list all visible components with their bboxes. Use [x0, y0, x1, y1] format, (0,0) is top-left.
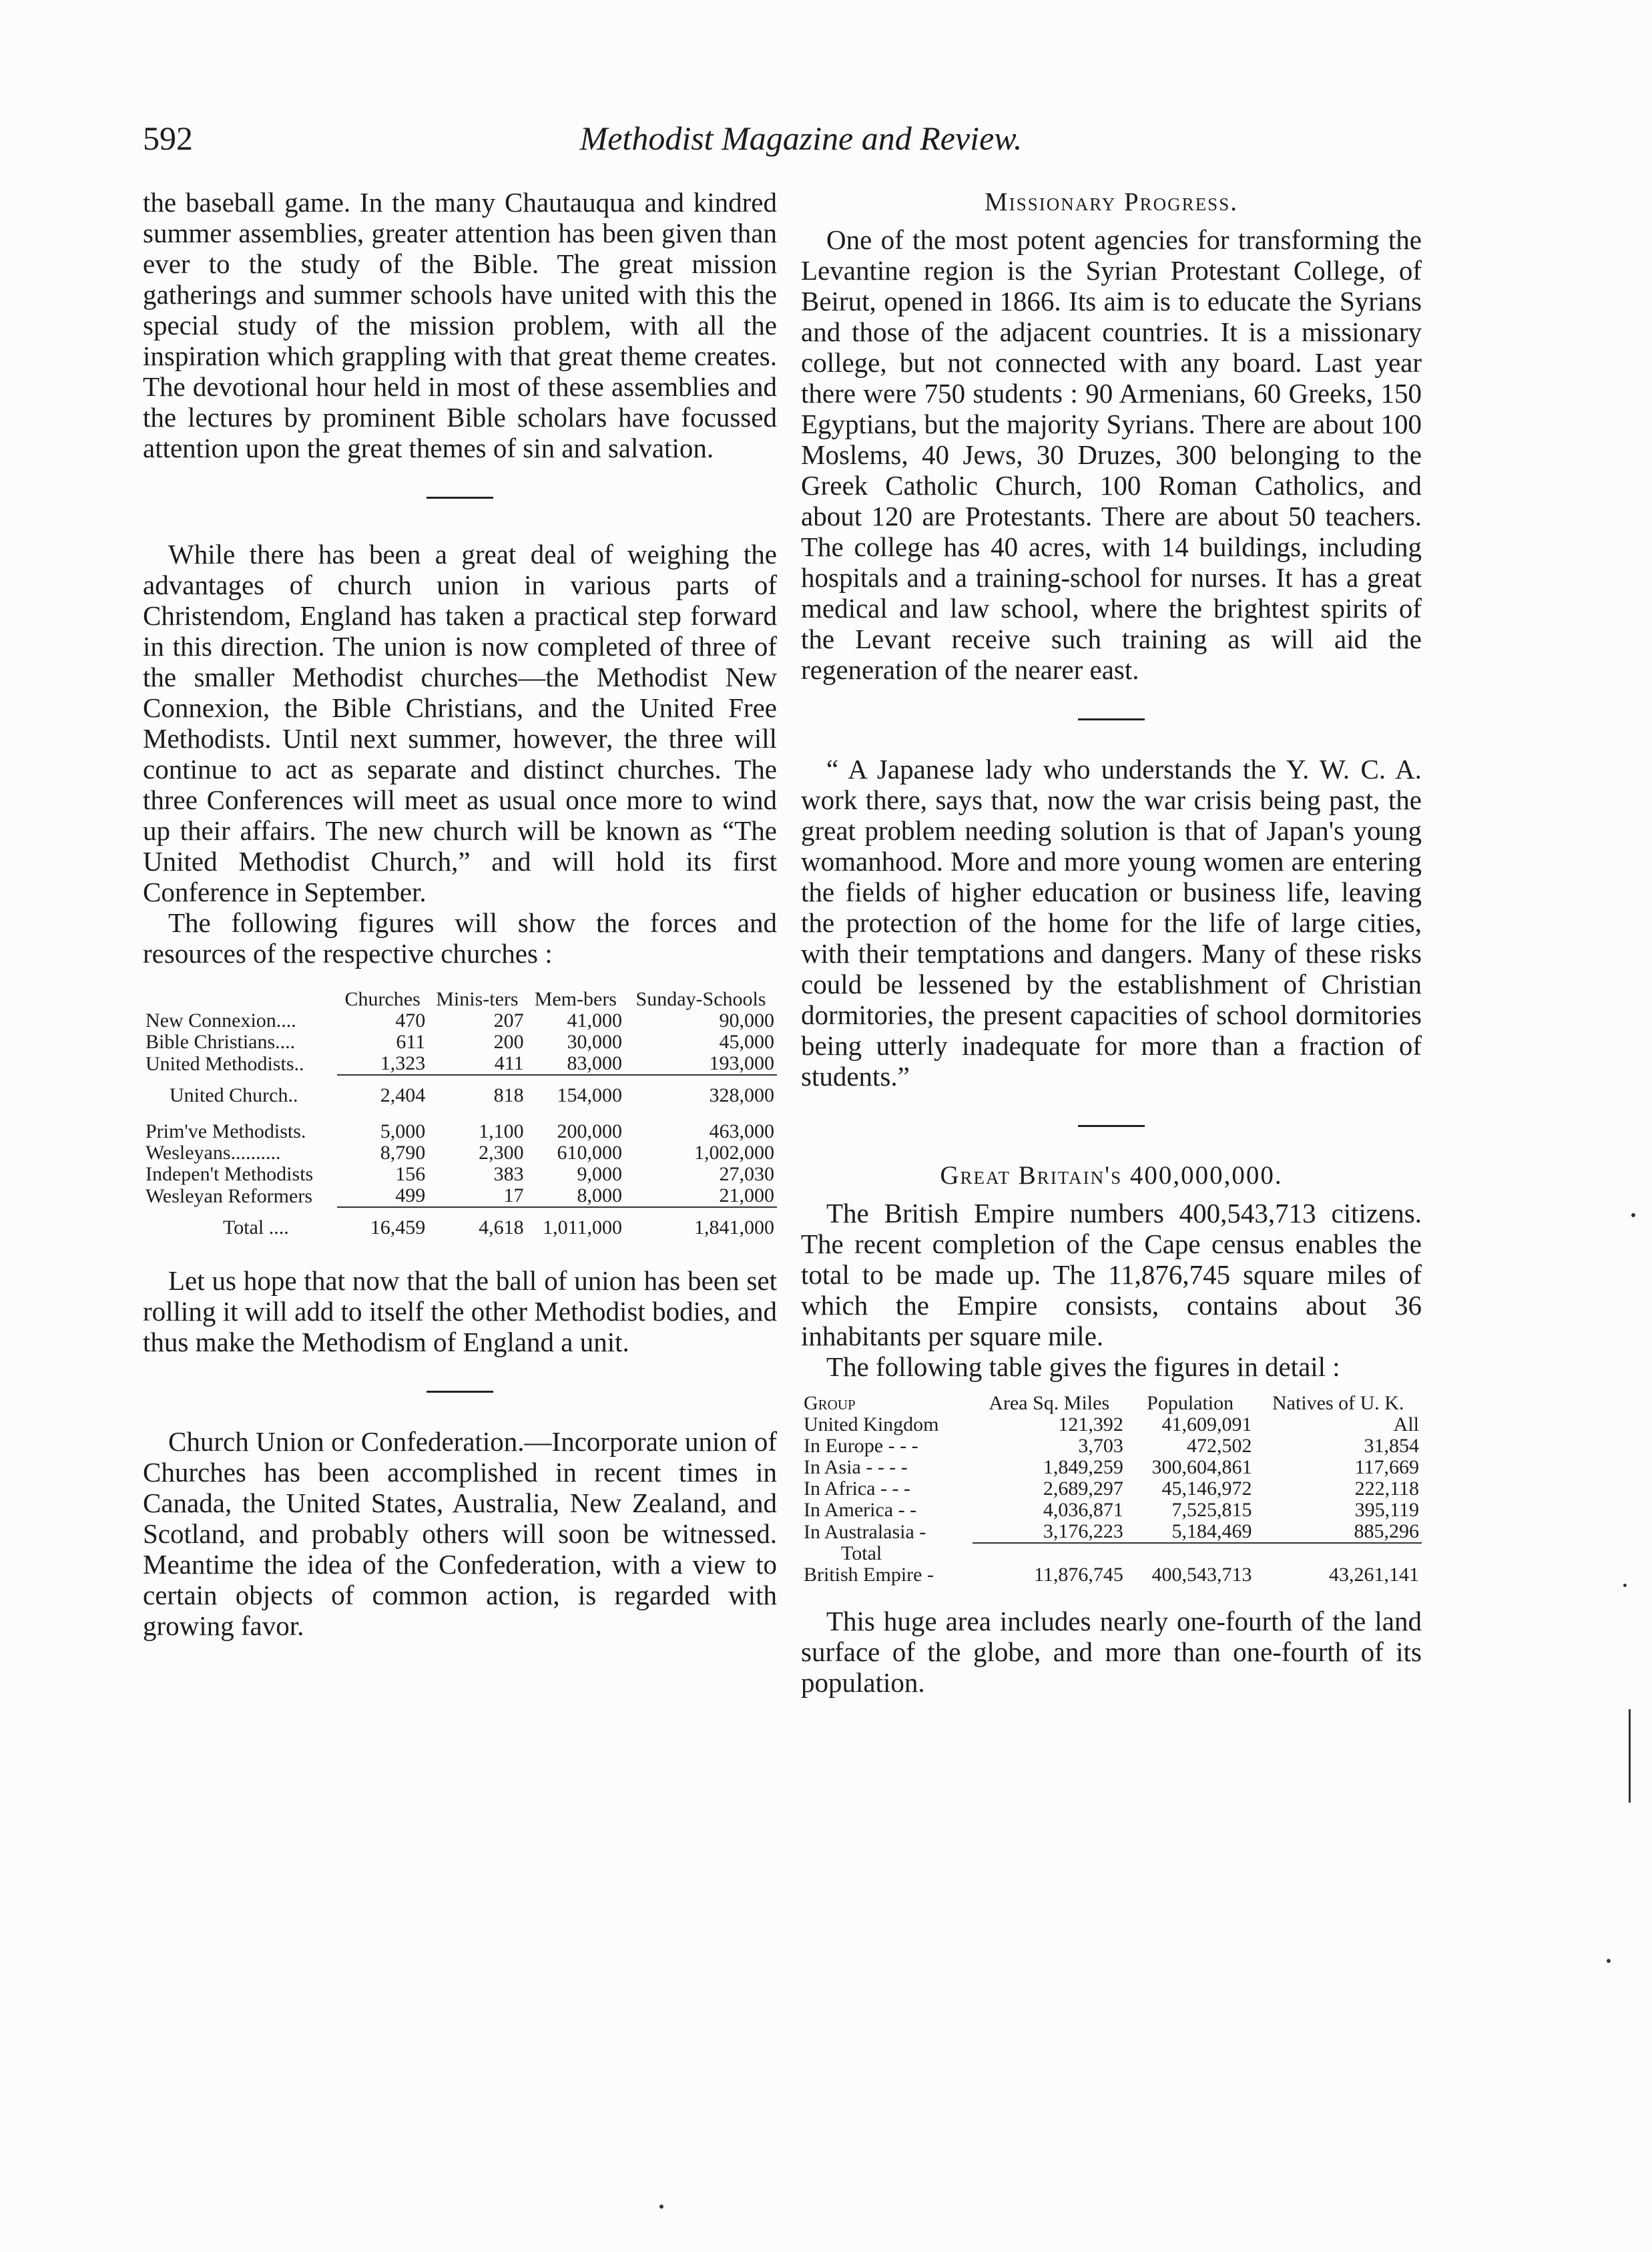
sunday-schools-count: 328,000 — [709, 1084, 774, 1106]
total-label: Total — [841, 1542, 882, 1564]
paragraph-huge-area: This huge area includes nearly one-fourth of the land surface of the globe, and more than one-fourth of its population. — [801, 1606, 1422, 1698]
population-value: 41,609,091 — [1161, 1413, 1252, 1435]
members-count: 1,011,000 — [543, 1216, 623, 1238]
area-value: 11,876,745 — [1033, 1564, 1123, 1586]
left-column — [143, 187, 777, 1641]
sunday-schools-count: 463,000 — [709, 1120, 774, 1142]
section-heading-missionary: Missionary Progress. — [985, 188, 1238, 216]
table-header-row — [801, 1393, 1422, 1414]
section-divider — [427, 1391, 493, 1393]
population-value: 300,604,861 — [1151, 1456, 1252, 1478]
ministers-count: 2,300 — [479, 1142, 524, 1164]
column-header: Mem-bers — [534, 988, 617, 1010]
paragraph-table-intro: The following table gives the figures in detail : — [826, 1351, 1340, 1382]
area-value: 3,176,223 — [973, 1521, 1126, 1543]
section-divider — [427, 497, 493, 499]
running-title: Methodist Magazine and Review. — [579, 120, 1023, 157]
area-value: 2,689,297 — [1043, 1478, 1123, 1500]
table-row — [143, 1032, 777, 1053]
paragraph-hope: Let us hope that now that the ball of union has been set rolling it will add to itself the other Methodist bodies, and thus make the Methodism of England a unit. — [143, 1265, 777, 1357]
sunday-schools-count: 45,000 — [719, 1031, 774, 1053]
paragraph-empire: The British Empire numbers 400,543,713 citizens. The recent completion of the Cape census enables the total to be made up. The 11,876,745 square miles of which the Empire consists, contains about 36 inhabitants per square mile. — [801, 1198, 1422, 1351]
sunday-schools-count: 193,000 — [625, 1053, 777, 1075]
column-header: Sunday-Schools — [635, 988, 766, 1010]
paragraph-syrian-college: One of the most potent agencies for transforming the Levantine region is the Syrian Protestant College, of Beirut, opened in 1866. Its aim is to educate the Syrians and those of the adjacent countries. It is a missionary college, but not connected with any board. Last year there were 750 students : 90 Armenians, 60 Greeks, 150 Egyptians, but the majority Syrians. There are about 100 Moslems, 40 Jews, 30 Druzes, 300 belonging to the Greek Catholic Church, 100 Roman Catholics, and about 120 are Protestants. There are about 50 teachers. The college has 40 acres, with 14 buildings, including hospitals and a training-school for nurses. It has a great medical and law school, where the brightest spirits of the Levant receive such training as will aid the regeneration of the nearer east. — [801, 224, 1422, 685]
sunday-schools-count: 27,030 — [719, 1163, 774, 1185]
region-name: United Kingdom — [804, 1413, 939, 1435]
ministers-count: 818 — [493, 1084, 524, 1106]
churches-count: 470 — [395, 1009, 426, 1032]
population-value: 45,146,972 — [1161, 1478, 1252, 1500]
table-header-row — [143, 989, 777, 1010]
members-count: 41,000 — [567, 1009, 623, 1032]
table-row — [143, 1053, 777, 1075]
column-header: Population — [1147, 1392, 1234, 1414]
table-row — [143, 1185, 777, 1207]
paragraph-figures-intro: The following figures will show the forces and resources of the respective churches : — [143, 907, 777, 969]
table-row — [801, 1414, 1422, 1435]
churches-count: 1,323 — [337, 1053, 428, 1075]
table-total-row — [143, 1207, 777, 1238]
sunday-schools-count: 1,841,000 — [694, 1216, 774, 1238]
churches-count: 5,000 — [380, 1120, 426, 1142]
churches-count: 2,404 — [380, 1084, 426, 1106]
table-row — [143, 1164, 777, 1185]
natives-value: 31,854 — [1364, 1435, 1419, 1457]
churches-count: 16,459 — [370, 1216, 426, 1238]
churches-count: 611 — [396, 1031, 426, 1053]
paragraph-japanese-ywca: “ A Japanese lady who understands the Y. W. C. A. work there, says that, now the war crisis being past, the great problem needing solution is that of Japan's young womanhood. More and more young women are entering the fields of higher education or business life, leaving the protection of the home for the life of large cities, with their temptations and dangers. Many of these risks could be lessened by the establishment of Christian dormitories, the present capacities of school dormitories being utterly inadequate for more than a fraction of students.” — [801, 754, 1422, 1092]
population-value: 7,525,815 — [1171, 1499, 1252, 1521]
scan-speck — [659, 2205, 663, 2209]
members-count: 8,000 — [527, 1185, 625, 1207]
table-row — [143, 1142, 777, 1164]
ministers-count: 207 — [493, 1009, 524, 1032]
churches-count: 499 — [337, 1185, 428, 1207]
paragraph-bible-study: the baseball game. In the many Chautauqua and kindred summer assemblies, greater attention has been given than ever to the study of the Bible. The great mission gatherings and summer schools have united with this the special study of the mission problem, with all the inspiration which grappling with that great theme creates. The devotional hour held in most of these assemblies and the lectures by prominent Bible scholars have focussed attention upon the great themes of sin and salvation. — [143, 187, 777, 463]
region-name: British Empire - — [804, 1564, 934, 1586]
church-name: New Connexion.... — [146, 1009, 296, 1032]
members-count: 83,000 — [527, 1053, 625, 1075]
members-count: 30,000 — [567, 1031, 623, 1053]
section-divider — [1078, 1125, 1145, 1127]
church-name: Wesleyans.......... — [146, 1142, 281, 1164]
table-total-row — [801, 1564, 1422, 1586]
members-count: 610,000 — [557, 1142, 623, 1164]
table-row — [801, 1457, 1422, 1478]
ministers-count: 411 — [428, 1053, 526, 1075]
region-name: In America - - — [804, 1499, 917, 1521]
british-empire-table — [801, 1393, 1422, 1586]
area-value: 1,849,259 — [1043, 1456, 1123, 1478]
sunday-schools-count: 21,000 — [625, 1185, 777, 1207]
ministers-count: 4,618 — [479, 1216, 524, 1238]
table-total-label-row — [801, 1543, 1422, 1564]
natives-value: 395,119 — [1354, 1499, 1419, 1521]
population-value: 5,184,469 — [1126, 1521, 1255, 1543]
church-name: Wesleyan Reformers — [146, 1184, 312, 1207]
scan-mark — [1629, 1709, 1631, 1803]
table-subtotal-row — [143, 1075, 777, 1106]
section-divider — [1078, 718, 1145, 720]
natives-value: 43,261,141 — [1329, 1564, 1419, 1586]
section-heading-great-britain: Great Britain's 400,000,000. — [940, 1161, 1283, 1190]
ministers-count: 383 — [493, 1163, 524, 1185]
members-count: 9,000 — [577, 1163, 623, 1185]
table-row — [801, 1500, 1422, 1521]
column-header: Group — [804, 1392, 856, 1414]
natives-value: 885,296 — [1254, 1521, 1422, 1543]
area-value: 3,703 — [1078, 1435, 1123, 1457]
area-value: 121,392 — [1058, 1413, 1123, 1435]
churches-count: 156 — [395, 1163, 426, 1185]
total-label: Total .... — [223, 1216, 289, 1238]
column-header: Churches — [344, 988, 421, 1010]
scan-speck — [1623, 1584, 1627, 1587]
scan-speck — [1607, 1959, 1611, 1963]
members-count: 200,000 — [557, 1120, 623, 1142]
members-count: 154,000 — [557, 1084, 623, 1106]
sunday-schools-count: 90,000 — [719, 1009, 774, 1032]
region-name: In Asia - - - - — [804, 1456, 908, 1478]
natives-value: All — [1393, 1413, 1419, 1435]
population-value: 472,502 — [1186, 1435, 1252, 1457]
churches-count: 8,790 — [380, 1142, 426, 1164]
church-name: United Church.. — [170, 1084, 298, 1106]
methodist-churches-table — [143, 989, 777, 1238]
population-value: 400,543,713 — [1151, 1564, 1252, 1586]
table-row — [801, 1478, 1422, 1500]
column-header: Minis-ters — [436, 988, 519, 1010]
table-row — [143, 1010, 777, 1032]
table-row — [143, 1121, 777, 1142]
natives-value: 117,669 — [1354, 1456, 1419, 1478]
area-value: 4,036,871 — [1043, 1499, 1123, 1521]
paragraph-church-union: While there has been a great deal of weighing the advantages of church union in various parts of Christendom, England has taken a practical step forward in this direction. The union is now completed of three of the smaller Methodist churches—the Methodist New Connexion, the Bible Christians, and the United Free Methodists. Until next summer, however, the three will continue to act as separate and distinct churches. The three Conferences will meet as usual once more to wind up their affairs. The new church will be known as “The United Methodist Church,” and will hold its first Conference in September. — [143, 539, 777, 907]
church-name: Prim've Methodists. — [146, 1120, 306, 1142]
table-row — [801, 1521, 1422, 1543]
scan-speck — [1631, 1213, 1635, 1217]
ministers-count: 1,100 — [479, 1120, 524, 1142]
paragraph-confederation: Church Union or Confederation.—Incorporate union of Churches has been accomplished in recent times in Canada, the United States, Australia, New Zealand, and Scotland, and probably others will soon be witnessed. Meantime the idea of the Confederation, with a view to certain objects of common action, is regarded with growing favor. — [143, 1426, 777, 1641]
ministers-count: 17 — [428, 1185, 526, 1207]
church-name: United Methodists.. — [146, 1052, 304, 1075]
church-name: Indepen't Methodists — [146, 1163, 314, 1185]
table-row — [801, 1435, 1422, 1457]
region-name: In Africa - - - — [804, 1478, 910, 1500]
church-name: Bible Christians.... — [146, 1031, 296, 1053]
right-column — [801, 187, 1422, 1698]
column-header: Area Sq. Miles — [989, 1392, 1110, 1414]
region-name: In Australasia - — [804, 1520, 926, 1543]
column-header: Natives of U. K. — [1272, 1392, 1404, 1414]
page-number: 592 — [143, 120, 193, 157]
ministers-count: 200 — [493, 1031, 524, 1053]
region-name: In Europe - - - — [804, 1435, 918, 1457]
sunday-schools-count: 1,002,000 — [694, 1142, 774, 1164]
natives-value: 222,118 — [1354, 1478, 1419, 1500]
